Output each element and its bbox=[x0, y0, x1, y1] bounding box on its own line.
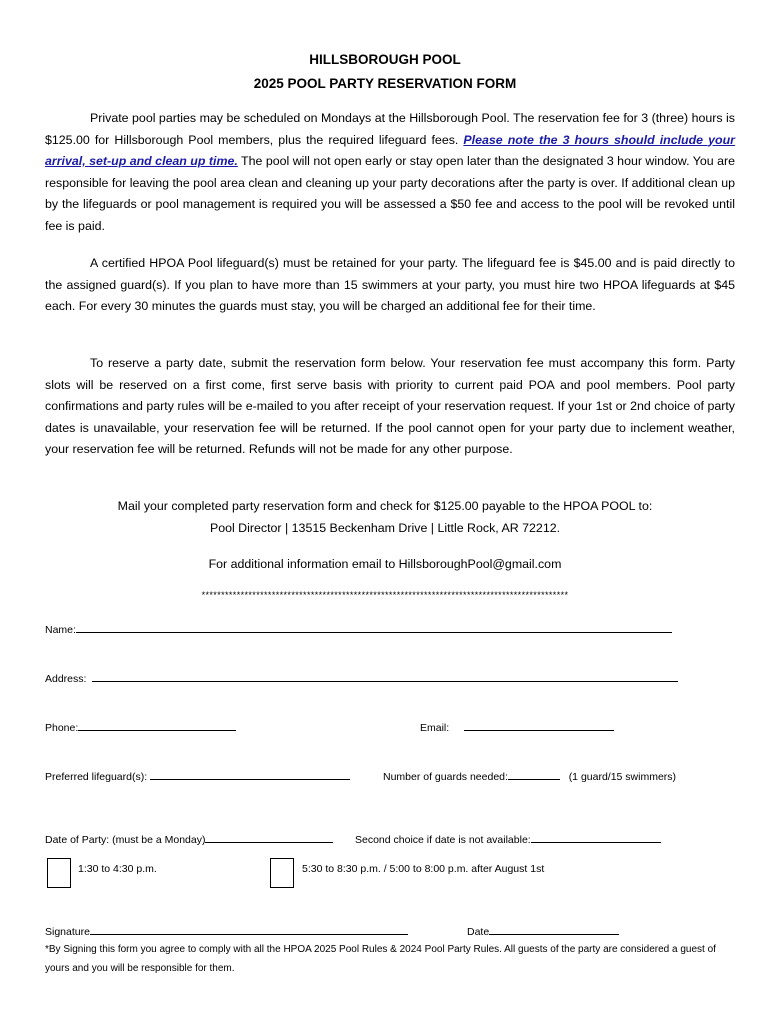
phone-label: Phone: bbox=[45, 722, 79, 734]
info-email: For additional information email to HillsboroughPool@gmail.com bbox=[208, 557, 562, 571]
signature-line[interactable] bbox=[90, 924, 408, 935]
phone-line[interactable] bbox=[78, 720, 236, 731]
mail-address: Pool Director | 13515 Beckenham Drive | Little Rock, AR 72212. bbox=[209, 521, 561, 535]
preferred-lifeguard-field[interactable] bbox=[45, 769, 350, 783]
guards-line[interactable] bbox=[508, 769, 560, 780]
name-line[interactable] bbox=[76, 622, 672, 633]
signature-label: Signature bbox=[45, 926, 90, 938]
sign-date-field[interactable] bbox=[467, 924, 619, 938]
option1-checkbox[interactable] bbox=[47, 858, 71, 888]
lifeguard-label: Preferred lifeguard(s): bbox=[45, 771, 148, 783]
separator: ********************************************************************************************** bbox=[201, 590, 569, 600]
sign-date-label: Date bbox=[467, 926, 490, 938]
guards-needed-field[interactable] bbox=[383, 769, 676, 783]
guards-note: (1 guard/15 swimmers) bbox=[568, 771, 677, 783]
paragraph-reserve bbox=[45, 353, 735, 461]
option2-label: 5:30 to 8:30 p.m. / 5:00 to 8:00 p.m. after August 1st bbox=[302, 863, 545, 875]
para3-text: To reserve a party date, submit the reservation form below. Your reservation fee must accompany this form. Party slots will be reserved on a first come, first serve basis with priority to current paid POA and pool members. Pool party confirmations and party rules will be e-mailed to you after receipt of your reservation request. If your 1st or 2nd choice of party dates is unavailable, your reservation fee will be returned. If the pool cannot open for your party due to inclement weather, your reservation fee will be returned. Refunds will not be made for any other purpose. bbox=[45, 356, 735, 456]
name-label: Name: bbox=[45, 624, 76, 636]
paragraph-lifeguard bbox=[45, 253, 735, 318]
email-line[interactable] bbox=[464, 720, 614, 731]
second-choice-line[interactable] bbox=[531, 832, 661, 843]
sign-date-line[interactable] bbox=[489, 924, 619, 935]
footer-note: *By Signing this form you agree to comply with all the HPOA 2025 Pool Rules & 2024 Pool Party Rules. All guests of the party are considered a guest of yours and you will be responsible for them. bbox=[45, 944, 716, 974]
form-title: 2025 POOL PARTY RESERVATION FORM bbox=[253, 76, 517, 91]
para1-text-a: Private pool parties may be scheduled on Mondays at the Hillsborough Pool. The reservation fee for 3 (three) hours is $125.00 for Hillsborough Pool members, plus the required lifeguard fees. bbox=[45, 111, 735, 147]
name-field[interactable] bbox=[45, 622, 672, 636]
date-label: Date of Party: (must be a Monday) bbox=[45, 834, 206, 846]
email-field[interactable] bbox=[420, 720, 614, 734]
signature-field[interactable] bbox=[45, 924, 408, 938]
paragraph-reservation-fee bbox=[45, 108, 735, 237]
guards-label: Number of guards needed: bbox=[383, 771, 508, 783]
address-label: Address: bbox=[45, 673, 87, 685]
mail-instructions: Mail your completed party reservation form and check for $125.00 payable to the HPOA POOL to: bbox=[117, 499, 653, 513]
second-choice-label: Second choice if date is not available: bbox=[355, 834, 531, 846]
para2-text: A certified HPOA Pool lifeguard(s) must be retained for your party. The lifeguard fee is $45.00 and is paid directly to the assigned guard(s). If you plan to have more than 15 swimmers at your party, you must hire two HPOA lifeguards at $45 each. For every 30 minutes the guards must stay, you will be charged an additional fee for their time. bbox=[45, 256, 735, 313]
org-title: HILLSBOROUGH POOL bbox=[309, 52, 461, 67]
lifeguard-line[interactable] bbox=[150, 769, 350, 780]
email-label: Email: bbox=[420, 722, 450, 734]
option1-label: 1:30 to 4:30 p.m. bbox=[78, 863, 157, 875]
party-date-field[interactable] bbox=[45, 832, 333, 846]
para1-text-b: The pool will not open early or stay open later than the designated 3 hour window. You are responsible for leaving the pool area clean and cleaning up your party decorations after the party is over. If additional clean up by the lifeguards or pool management is required you will be assessed a $50 fee and access to the pool will be revoked until fee is paid. bbox=[45, 154, 735, 233]
time-window-note: Please note the 3 hours should include your arrival, set-up and clean up time. bbox=[45, 132, 735, 168]
address-line[interactable] bbox=[92, 671, 678, 682]
option2-checkbox[interactable] bbox=[270, 858, 294, 888]
phone-field[interactable] bbox=[45, 720, 236, 734]
second-choice-field[interactable] bbox=[355, 832, 661, 846]
address-field[interactable] bbox=[45, 671, 678, 685]
date-line[interactable] bbox=[205, 832, 333, 843]
